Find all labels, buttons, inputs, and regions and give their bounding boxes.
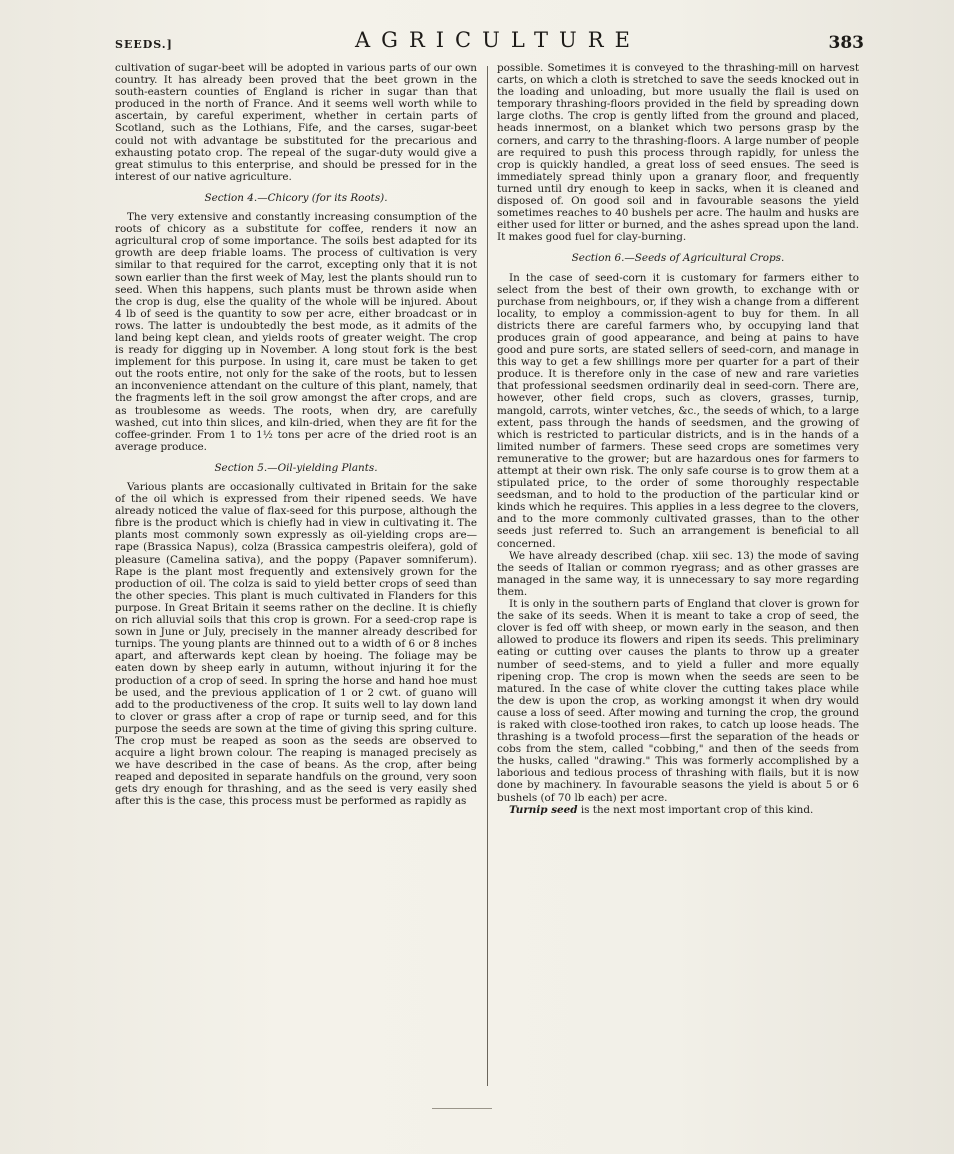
section-heading: Section 4.—Chicory (for its Roots). bbox=[204, 191, 388, 204]
paragraph: It is only in the southern parts of England that clover is grown for the sake of its seeds. When it is meant to take a crop of seed, the clover is fed off with sheep, or mown early in the season, and then allowed to produce its flowers and ripen its seeds. This preliminary eating or cutting over causes the plants to throw up a greater number of seed-stems, and to yield a fuller and more equally ripening crop. The crop is mown when the seeds are seen to be matured. In the case of white clover the cutting takes place while the dew is upon the crop, as working amongst it when dry would cause a loss of seed. After mowing and turning the crop, the ground is raked with close-toothed iron rakes, to catch up loose heads. The thrashing is a twofold process—first the separation of the heads or cobs from the stem, called "cobbing," and then of the seeds from the husks, called "drawing." This was formerly accomplished by a laborious and tedious process of thrashing with flails, but it is now done by machinery. In favourable seasons the yield is about 5 or 6 bushels (of 70 lb each) per acre. bbox=[497, 598, 859, 804]
paragraph-text: is the next most important crop of this kind. bbox=[577, 803, 814, 816]
column-divider bbox=[487, 66, 488, 1086]
paragraph: possible. Sometimes it is conveyed to the thrashing-mill on harvest carts, on which a cloth is stretched to save the seeds knocked out in the loading and unloading, but more usually the flail is used on temporary thrashing-floors provided in the field by spreading down large cloths. The crop is gently lifted from the ground and placed, heads innermost, on a blanket which two persons grasp by the corners, and carry to the thrashing-floors. A large number of people are required to push this process through rapidly, for unless the crop is quickly handled, a great loss of seed ensues. The seed is immediately spread thinly upon a granary floor, and frequently turned until dry enough to keep in sacks, when it is cleaned and disposed of. On good soil and in favourable seasons the yield sometimes reaches to 40 bushels per acre. The haulm and husks are either used for litter or burned, and the ashes spread upon the land. It makes good fuel for clay-burning. bbox=[497, 62, 859, 244]
page-header bbox=[115, 28, 864, 60]
paragraph: In the case of seed-corn it is customary for farmers either to select from the best of their own growth, to exchange with or purchase from neighbours, or, if they wish a change from a different locality, to employ a commission-agent to buy for them. In all districts there are careful farmers who, by occupying land that produces grain of good appearance, and being at pains to have good and pure sorts, are stated sellers of seed-corn, and manage in this way to get a few shillings more per quarter for a part of their produce. It is therefore only in the case of new and rare varieties that professional seedsmen ordinarily deal in seed-corn. There are, however, other field crops, such as clovers, grasses, turnip, mangold, carrots, winter vetches, &c., the seeds of which, to a large extent, pass through the hands of seedsmen, and the growing of which is restricted to particular districts, and is in the hands of a limited number of farmers. These seed crops are sometimes very remunerative to the grower; but are hazardous ones for farmers to attempt at their own risk. The only safe course is to grow them at a stipulated price, to the order of some thoroughly respectable seedsman, and to hold to the production of the particular kind or kinds which he requires. This applies in a less degree to the clovers, and to the more commonly cultivated grasses, than to the other seeds just referred to. Such an arrangement is beneficial to all concerned. bbox=[497, 271, 859, 550]
page-number: 383 bbox=[828, 33, 864, 53]
paragraph: We have already described (chap. xiii sec. 13) the mode of saving the seeds of Italian or common ryegrass; and as other grasses are managed in the same way, it is unnecessary to say more regarding them. bbox=[497, 549, 859, 598]
section-heading: Section 6.—Seeds of Agricultural Crops. bbox=[571, 252, 785, 265]
left-column bbox=[115, 62, 477, 808]
run-in-heading: Turnip seed bbox=[509, 803, 578, 816]
paragraph: Various plants are occasionally cultivated in Britain for the sake of the oil which is expressed from their ripened seeds. We have already noticed the value of flax-seed for this purpose, although the fibre is the product which is chiefly had in view in cultivating it. The plants most commonly sown expressly as oil-yielding crops are—rape (Brassica Napus), colza (Brassica campestris oleifera), gold of pleasure (Camelina sativa), and the poppy (Papaver somniferum). Rape is the plant most frequently and extensively grown for the production of oil. The colza is said to yield better crops of seed than the other species. This plant is much cultivated in Flanders for this purpose. In Great Britain it seems rather on the decline. It is chiefly on rich alluvial soils that this crop is grown. For a seed-crop rape is sown in June or July, precisely in the manner already described for turnips. The young plants are thinned out to a width of 6 or 8 inches apart, and afterwards kept clean by hoeing. The foliage may be eaten down by sheep early in autumn, without injuring it for the production of a crop of seed. In spring the horse and hand hoe must be used, and the previous application of 1 or 2 cwt. of guano will add to the productiveness of the crop. It suits well to lay down land to clover or grass after a crop of rape or turnip seed, and for this purpose the seeds are sown at the time of giving this spring culture. The crop must be reaped as soon as the seeds are observed to acquire a light brown colour. The reaping is managed precisely as we have described in the case of beans. As the crop, after being reaped and deposited in separate handfuls on the ground, very soon gets dry enough for thrashing, and as the seed is very easily shed after this is the case, this process must be performed as rapidly as bbox=[115, 481, 477, 808]
section-heading: Section 5.—Oil-yielding Plants. bbox=[214, 461, 378, 474]
paragraph: cultivation of sugar-beet will be adopted in various parts of our own country. It has already been proved that the beet grown in the south-eastern counties of England is richer in sugar than that produced in the north of France. And it seems well worth while to ascertain, by careful experiment, whether in certain parts of Scotland, such as the Lothians, Fife, and the carses, sugar-beet could not with advantage be substituted for the precarious and exhausting potato crop. The repeal of the sugar-duty would give a great stimulus to this enterprise, and should be pressed for in the interest of our native agriculture. bbox=[115, 62, 477, 183]
page-title: AGRICULTURE bbox=[355, 28, 641, 52]
section-reference: SEEDS.] bbox=[115, 38, 173, 51]
paragraph: The very extensive and constantly increasing consumption of the roots of chicory as a substitute for coffee, renders it now an agricultural crop of some importance. The soils best adapted for its growth are deep friable loams. The process of cultivation is very similar to that required for the carrot, excepting only that it is not sown earlier than the first week of May, lest the plants should run to seed. When this happens, such plants must be thrown aside when the crop is dug, else the quality of the whole will be injured. About 4 lb of seed is the quantity to sow per acre, either broadcast or in rows. The latter is undoubtedly the best mode, as it admits of the land being kept clean, and yields roots of greater weight. The crop is ready for digging up in November. A long stout fork is the best implement for this purpose. In using it, care must be taken to get out the roots entire, not only for the sake of the roots, but to lessen an inconvenience attendant on the culture of this plant, namely, that the fragments left in the soil grow amongst the after crops, and are as troublesome as weeds. The roots, when dry, are carefully washed, cut into thin slices, and kiln-dried, when they are fit for the coffee-grinder. From 1 to 1½ tons per acre of the dried root is an average produce. bbox=[115, 211, 477, 453]
paragraph bbox=[497, 804, 859, 816]
footer-mark bbox=[432, 1108, 492, 1109]
right-column bbox=[497, 62, 859, 816]
